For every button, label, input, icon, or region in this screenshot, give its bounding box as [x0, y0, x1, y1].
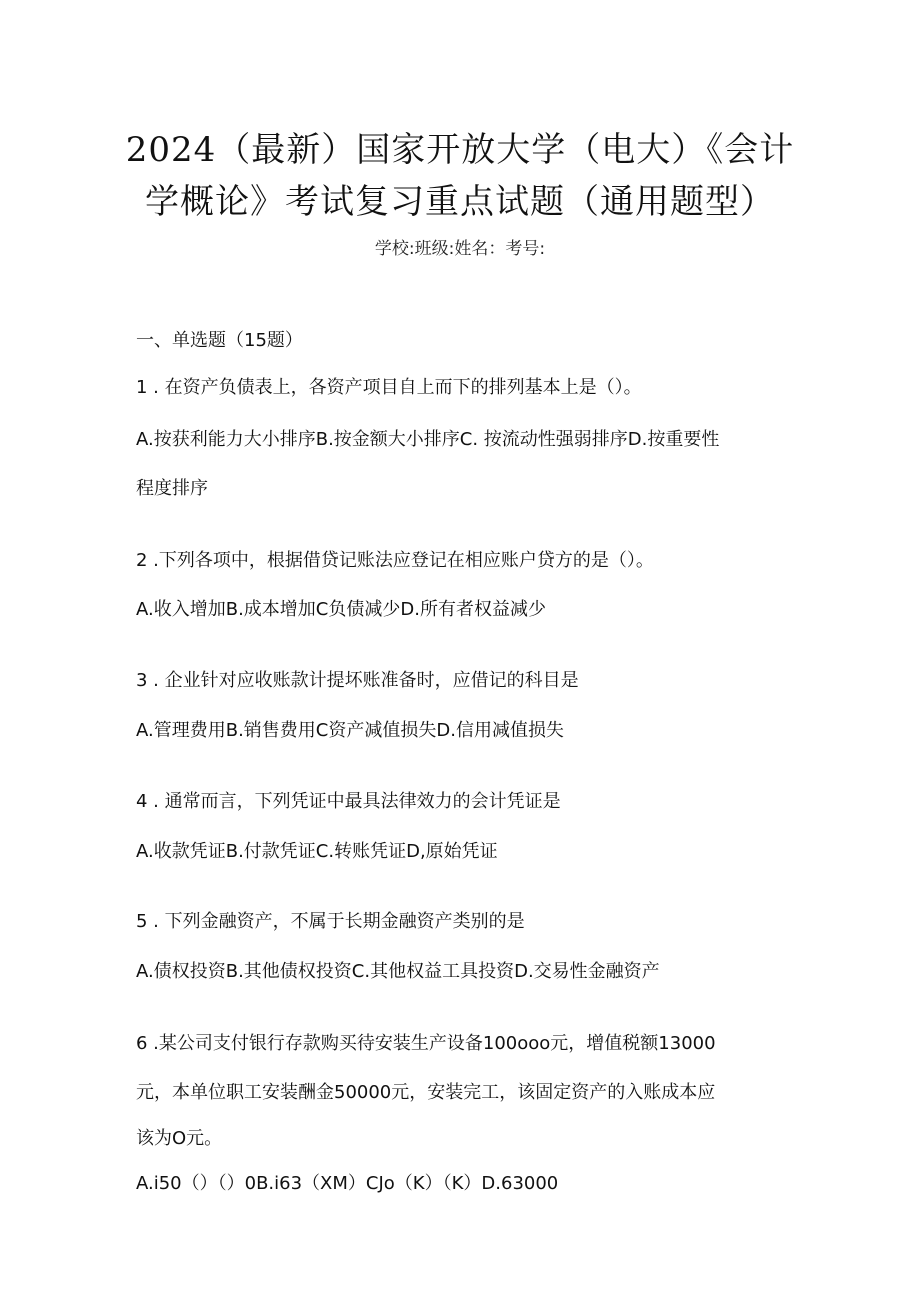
question-1-options: A.按获利能力大小排序B.按金额大小排序C. 按流动性强弱排序D.按重要性 [136, 429, 720, 450]
question-6-stem-line-1: 6 .某公司支付银行存款购买待安装生产设备100ooo元，增值税额13000 [136, 1033, 716, 1054]
question-1-stem: 1 . 在资产负债表上，各资产项目自上而下的排列基本上是（）。 [136, 377, 642, 398]
question-4-options: A.收款凭证B.付款凭证C.转账凭证D,原始凭证 [136, 841, 498, 862]
question-2-options: A.收入增加B.成本增加C负债减少D.所有者权益减少 [136, 599, 546, 620]
student-info-line: 学校:班级:姓名：考号: [374, 239, 546, 259]
question-6-options: A.i50（）（）0B.i63（XM）CJo（K）（K）D.63000 [136, 1173, 559, 1194]
section-heading: 一、单选题（15题） [136, 330, 303, 351]
question-6-stem-line-2: 元，本单位职工安装酬金50000元，安装完工，该固定资产的入账成本应 [136, 1082, 716, 1103]
question-6-stem-line-3: 该为O元。 [136, 1128, 223, 1149]
question-5-options: A.债权投资B.其他债权投资C.其他权益工具投资D.交易性金融资产 [136, 961, 660, 982]
question-1-options-cont: 程度排序 [136, 478, 208, 499]
question-3-options: A.管理费用B.销售费用C资产减值损失D.信用减值损失 [136, 720, 564, 741]
question-5-stem: 5 . 下列金融资产，不属于长期金融资产类别的是 [136, 911, 525, 932]
document-title-line-1: 2024（最新）国家开放大学（电大）《会计 [125, 130, 795, 170]
question-2-stem: 2 .下列各项中，根据借贷记账法应登记在相应账户贷方的是（）。 [136, 550, 654, 571]
question-4-stem: 4 . 通常而言，下列凭证中最具法律效力的会计凭证是 [136, 791, 561, 812]
document-title-line-2: 学概论》考试复习重点试题（通用题型） [145, 182, 775, 222]
question-3-stem: 3 . 企业针对应收账款计提坏账准备时，应借记的科目是 [136, 670, 579, 691]
